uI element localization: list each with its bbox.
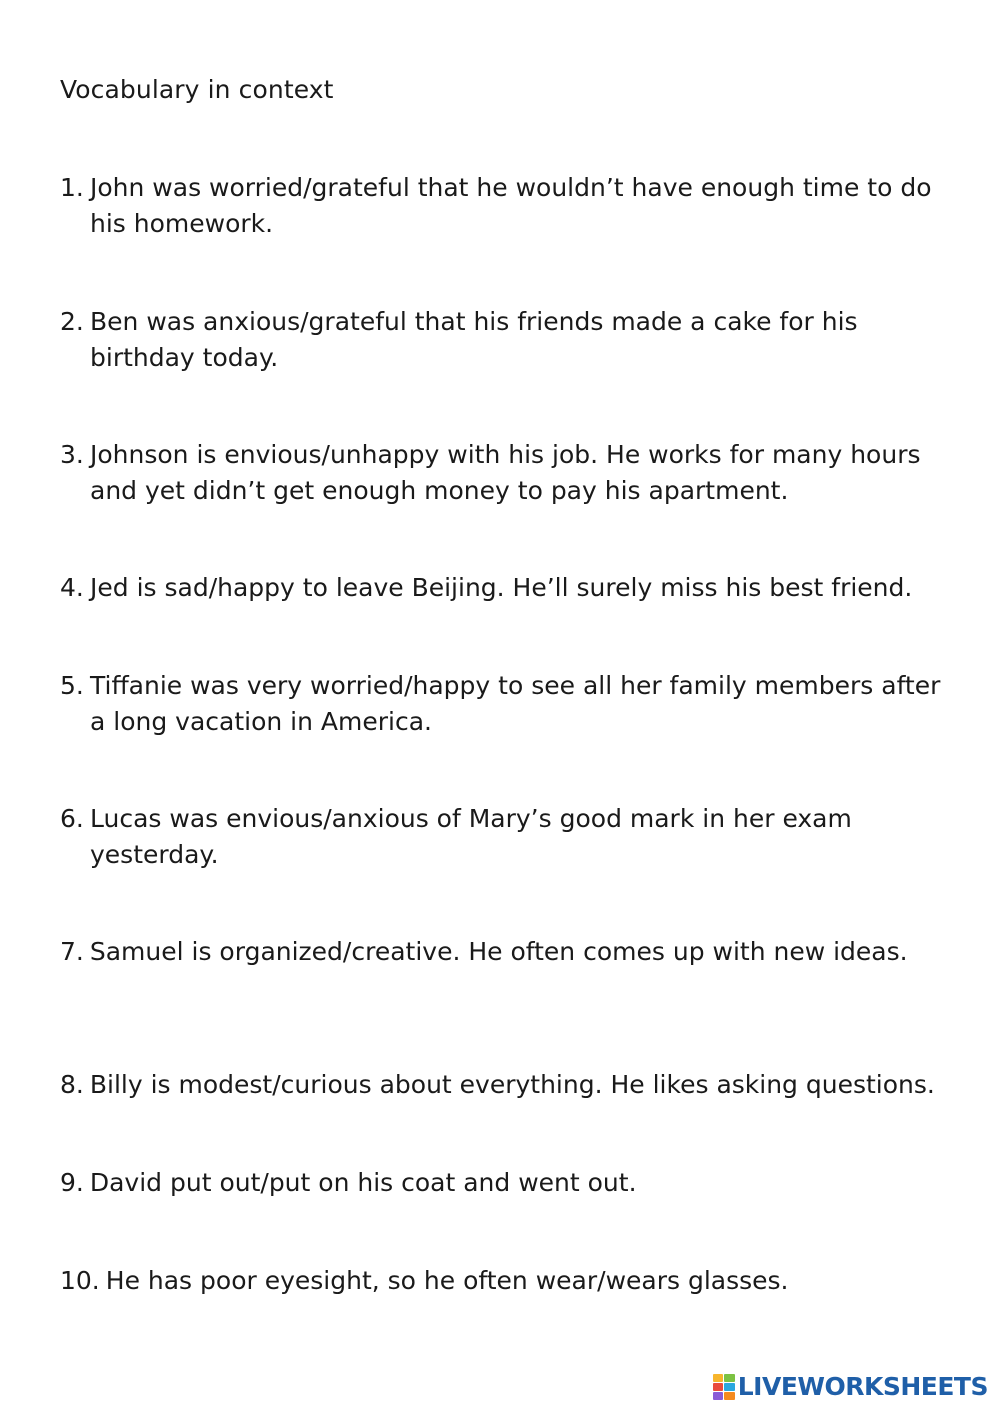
item-number: 6.	[60, 804, 84, 833]
list-item	[60, 1165, 960, 1201]
page-title: Vocabulary in context	[60, 75, 334, 104]
item-number: 2.	[60, 307, 84, 336]
logo-text: LIVEWORKSHEETS	[737, 1372, 988, 1401]
logo-block	[724, 1383, 735, 1391]
logo-block	[713, 1392, 724, 1400]
list-item	[60, 934, 960, 970]
list-item	[60, 1263, 960, 1299]
list-item	[60, 437, 960, 509]
item-text: John was worried/grateful that he wouldn’t have enough time to do his homework.	[90, 173, 932, 238]
item-text: He has poor eyesight, so he often wear/wears glasses.	[105, 1266, 789, 1295]
liveworksheets-logo-icon	[713, 1374, 735, 1400]
item-text: Lucas was envious/anxious of Mary’s good mark in her exam yesterday.	[90, 804, 852, 869]
item-number: 9.	[60, 1168, 84, 1197]
item-text: Tiffanie was very worried/happy to see all her family members after a long vacation in America.	[90, 671, 941, 736]
item-text: Johnson is envious/unhappy with his job. He works for many hours and yet didn’t get enough money to pay his apartment.	[90, 440, 921, 505]
item-number: 3.	[60, 440, 84, 469]
item-text: David put out/put on his coat and went out.	[89, 1168, 637, 1197]
list-item	[60, 570, 960, 606]
list-item	[60, 1067, 960, 1103]
item-text: Billy is modest/curious about everything. He likes asking questions.	[89, 1070, 935, 1099]
item-number: 4.	[60, 573, 84, 602]
logo-block	[724, 1374, 735, 1382]
liveworksheets-logo[interactable]	[713, 1373, 988, 1401]
item-text: Samuel is organized/creative. He often comes up with new ideas.	[89, 937, 908, 966]
logo-block	[724, 1392, 735, 1400]
list-item	[60, 304, 960, 376]
item-number: 5.	[60, 671, 84, 700]
item-number: 7.	[60, 937, 84, 966]
logo-block	[713, 1383, 724, 1391]
list-item	[60, 668, 960, 740]
item-number: 8.	[60, 1070, 84, 1099]
item-text: Jed is sad/happy to leave Beijing. He’ll surely miss his best friend.	[90, 573, 913, 602]
item-number: 10.	[60, 1266, 100, 1295]
item-number: 1.	[60, 173, 84, 202]
item-text: Ben was anxious/grateful that his friends made a cake for his birthday today.	[90, 307, 858, 372]
logo-block	[713, 1374, 724, 1382]
list-item	[60, 801, 960, 873]
list-item	[60, 170, 960, 242]
